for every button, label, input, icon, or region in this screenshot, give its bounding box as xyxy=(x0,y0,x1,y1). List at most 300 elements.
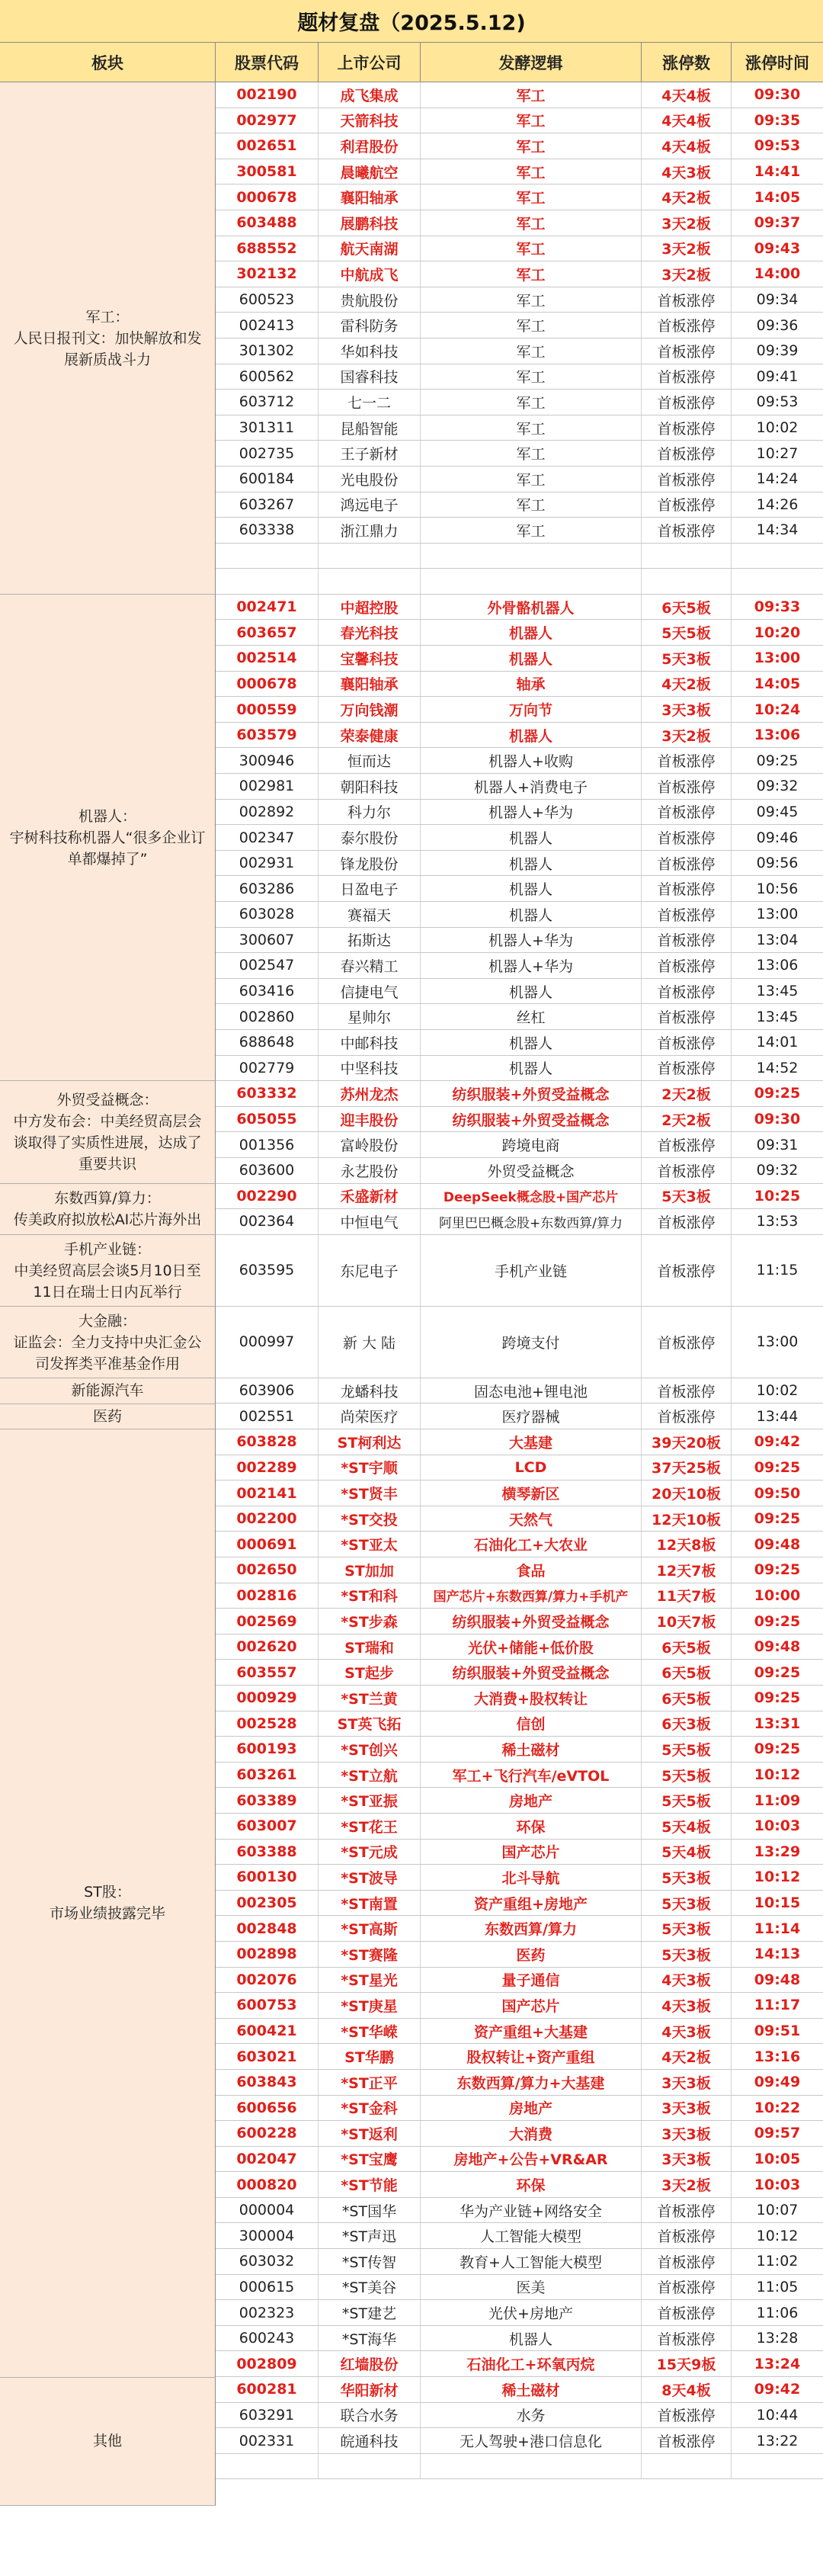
sector-cell xyxy=(0,1184,216,1235)
limit-time: 09:25 xyxy=(754,1612,801,1630)
limit-count: 首板涨停 xyxy=(642,287,732,313)
stock-code: 603657 xyxy=(216,620,319,645)
limit-time: 09:25 xyxy=(754,1085,801,1102)
stock-code: 603600 xyxy=(216,1158,319,1183)
logic-text: 水务 xyxy=(421,2403,642,2428)
limit-count: 6天5板 xyxy=(642,595,732,620)
limit-time: 10:44 xyxy=(756,2406,799,2424)
logic-text: 机器人+消费电子 xyxy=(421,774,642,799)
company-name: 航天南湖 xyxy=(319,236,421,261)
sector-name: ST股： xyxy=(84,1884,131,1901)
table-row xyxy=(216,1711,823,1737)
limit-time xyxy=(732,2454,823,2479)
table-row xyxy=(216,2249,823,2275)
limit-count: 首板涨停 xyxy=(642,774,732,799)
stock-code: 603032 xyxy=(216,2249,319,2274)
limit-count xyxy=(642,569,732,594)
company-name: *ST正平 xyxy=(319,2070,421,2095)
stock-code: 600281 xyxy=(216,2377,319,2402)
company-name: 中恒电气 xyxy=(319,1209,421,1234)
table-row xyxy=(216,1455,823,1481)
limit-count: 首板涨停 xyxy=(642,518,732,543)
limit-count: 4天2板 xyxy=(642,672,732,697)
company-name: 华阳新材 xyxy=(319,2377,421,2402)
table-row xyxy=(216,492,823,518)
company-name: 中邮科技 xyxy=(319,1030,421,1055)
table-row xyxy=(216,876,823,902)
stock-code: 002620 xyxy=(216,1634,319,1660)
stock-code: 000615 xyxy=(216,2275,319,2300)
table-row xyxy=(216,2198,823,2224)
limit-time: 13:06 xyxy=(756,957,799,974)
logic-text: 石油化工+大农业 xyxy=(421,1532,642,1557)
limit-time: 09:45 xyxy=(756,803,799,820)
limit-time: 09:25 xyxy=(756,752,799,769)
table-row xyxy=(216,1763,823,1788)
sector-reason: 宇树科技称机器人“很多企业订单都爆掉了” xyxy=(9,829,206,868)
limit-count: 3天3板 xyxy=(642,2096,732,2121)
table-row xyxy=(216,1788,823,1814)
stock-code: 603906 xyxy=(216,1378,319,1403)
company-name: 展鹏科技 xyxy=(319,210,421,236)
table-header xyxy=(0,43,823,82)
logic-text: 外骨骼机器人 xyxy=(421,595,642,620)
logic-text: 大消费 xyxy=(421,2121,642,2146)
sector-name: 外贸受益概念： xyxy=(56,1092,159,1109)
logic-text: DeepSeek概念股+国产芯片 xyxy=(421,1184,642,1209)
company-name: *ST高斯 xyxy=(319,1916,421,1941)
company-name: 荣泰健康 xyxy=(319,723,421,748)
company-name: 恒而达 xyxy=(319,748,421,773)
limit-count: 首板涨停 xyxy=(642,390,732,415)
limit-time: 13:16 xyxy=(754,2048,801,2065)
logic-text: 东数西算/算力+大基建 xyxy=(421,2070,642,2095)
logic-text: 房地产 xyxy=(421,2096,642,2121)
limit-time: 09:39 xyxy=(756,342,799,360)
table-row xyxy=(216,1891,823,1917)
limit-time: 09:42 xyxy=(754,1433,801,1451)
logic-text: 机器人 xyxy=(421,723,642,748)
limit-time: 11:17 xyxy=(754,1997,801,2014)
stock-code: 002076 xyxy=(216,1968,319,1993)
stock-code: 603388 xyxy=(216,1840,319,1865)
limit-count: 首板涨停 xyxy=(642,2249,732,2274)
sector-cell xyxy=(0,1081,216,1183)
table-row xyxy=(216,1609,823,1634)
stock-code: 000997 xyxy=(216,1307,319,1378)
stock-code: 002569 xyxy=(216,1609,319,1634)
sector-cell xyxy=(0,1235,216,1307)
table-row xyxy=(216,210,823,236)
stock-code: 002898 xyxy=(216,1942,319,1967)
logic-text: 轴承 xyxy=(421,672,642,697)
table-row xyxy=(216,82,823,108)
company-name: *ST兰黄 xyxy=(319,1686,421,1711)
limit-count: 首板涨停 xyxy=(642,492,732,518)
limit-count: 首板涨停 xyxy=(642,467,732,492)
stock-code: 600130 xyxy=(216,1865,319,1890)
page-title: 题材复盘（2025.5.12) xyxy=(0,0,823,43)
limit-count: 首板涨停 xyxy=(642,953,732,978)
company-name: 中坚科技 xyxy=(319,1056,421,1081)
sector-reason: 人民日报刊文：加快解放和发展新质战斗力 xyxy=(13,329,202,368)
sector-name: 其他 xyxy=(92,2433,122,2450)
logic-text: 机器人 xyxy=(421,1030,642,1055)
limit-count: 10天7板 xyxy=(642,1609,732,1634)
stock-code: 002290 xyxy=(216,1184,319,1209)
limit-count xyxy=(642,2454,732,2479)
limit-time: 13:45 xyxy=(756,1008,799,1025)
company-name: 东尼电子 xyxy=(319,1235,421,1306)
table-row xyxy=(216,1209,823,1235)
stock-code: 600562 xyxy=(216,364,319,390)
logic-text: 机器人+收购 xyxy=(421,748,642,773)
header-company: 上市公司 xyxy=(319,43,421,82)
company-name: 国睿科技 xyxy=(319,364,421,390)
stock-code: 002860 xyxy=(216,1004,319,1029)
limit-time: 09:43 xyxy=(754,239,801,257)
stock-code: 600228 xyxy=(216,2121,319,2146)
stock-code: 603291 xyxy=(216,2403,319,2428)
logic-text: 纺织服装+外贸受益概念 xyxy=(421,1081,642,1106)
logic-text: 国产芯片 xyxy=(421,1840,642,1865)
limit-time: 09:32 xyxy=(756,1162,799,1179)
stock-code: 600523 xyxy=(216,287,319,313)
stock-code: 002931 xyxy=(216,851,319,876)
stock-code: 000929 xyxy=(216,1686,319,1711)
limit-count: 5天3板 xyxy=(642,1891,732,1916)
limit-count: 首板涨停 xyxy=(642,2275,732,2300)
stock-code: 002892 xyxy=(216,800,319,825)
table-row xyxy=(216,928,823,954)
header-code: 股票代码 xyxy=(216,43,319,82)
company-name: 富岭股份 xyxy=(319,1132,421,1157)
stock-code xyxy=(216,569,319,594)
stock-code: 002651 xyxy=(216,133,319,159)
logic-text: 国产芯片 xyxy=(421,1993,642,2018)
limit-time xyxy=(732,569,823,594)
table-row xyxy=(216,953,823,979)
company-name: 赛福天 xyxy=(319,902,421,927)
stock-code: 002981 xyxy=(216,774,319,799)
limit-time: 09:25 xyxy=(754,1458,801,1476)
sector-name: 新能源汽车 xyxy=(71,1382,144,1400)
sector-name: 医药 xyxy=(92,1408,122,1426)
limit-time: 14:00 xyxy=(754,265,801,283)
limit-count: 首板涨停 xyxy=(642,1378,732,1403)
company-name: *ST和科 xyxy=(319,1583,421,1609)
table-row xyxy=(216,108,823,134)
company-name: *ST亚振 xyxy=(319,1788,421,1813)
table-body xyxy=(216,82,823,2479)
logic-text: 万向节 xyxy=(421,697,642,722)
limit-time: 13:22 xyxy=(756,2432,799,2449)
limit-count: 5天3板 xyxy=(642,1916,732,1941)
logic-text: 机器人 xyxy=(421,1056,642,1081)
table-row xyxy=(216,2275,823,2301)
company-name: *ST宇顺 xyxy=(319,1455,421,1480)
sector-cell xyxy=(0,1307,216,1378)
logic-text: 外贸受益概念 xyxy=(421,1158,642,1183)
sector-reason: 市场业绩披露完毕 xyxy=(49,1905,165,1923)
stock-code: 600243 xyxy=(216,2326,319,2351)
logic-text: 手机产业链 xyxy=(421,1235,642,1306)
limit-count: 4天2板 xyxy=(642,2044,732,2069)
stock-code: 002528 xyxy=(216,1711,319,1737)
company-name: *ST返利 xyxy=(319,2121,421,2146)
limit-count: 4天3板 xyxy=(642,1993,732,2018)
logic-text: 资产重组+房地产 xyxy=(421,1891,642,1916)
table-row xyxy=(216,261,823,287)
sector-reason: 中方发布会：中美经贸高层会谈取得了实质性进展，达成了重要共识 xyxy=(13,1113,202,1173)
company-name: 朝阳科技 xyxy=(319,774,421,799)
limit-count: 首板涨停 xyxy=(642,338,732,364)
logic-text: 大基建 xyxy=(421,1429,642,1455)
table-row xyxy=(216,1660,823,1686)
stock-code: 000559 xyxy=(216,697,319,722)
company-name: *ST传智 xyxy=(319,2249,421,2274)
table-row xyxy=(216,1506,823,1532)
stock-code: 002809 xyxy=(216,2351,319,2376)
stock-code: 002331 xyxy=(216,2428,319,2453)
stock-code: 688552 xyxy=(216,236,319,261)
limit-time: 09:48 xyxy=(754,1971,801,1988)
limit-time: 09:25 xyxy=(754,1663,801,1681)
logic-text: 机器人 xyxy=(421,902,642,927)
table-row xyxy=(216,1942,823,1968)
stock-code: 000004 xyxy=(216,2198,319,2223)
table-row xyxy=(216,2223,823,2249)
stock-code: 603579 xyxy=(216,723,319,748)
stock-code: 603338 xyxy=(216,518,319,543)
limit-count: 首板涨停 xyxy=(642,748,732,773)
limit-time: 13:31 xyxy=(754,1715,801,1732)
table-row xyxy=(216,1968,823,1994)
limit-time: 13:45 xyxy=(756,983,799,1000)
limit-count: 5天5板 xyxy=(642,1763,732,1788)
limit-count: 3天3板 xyxy=(642,2147,732,2172)
company-name: *ST南置 xyxy=(319,1891,421,1916)
company-name: *ST波导 xyxy=(319,1865,421,1890)
limit-count: 6天5板 xyxy=(642,1660,732,1685)
stock-code: 002650 xyxy=(216,1557,319,1583)
limit-count: 首板涨停 xyxy=(642,851,732,876)
logic-text xyxy=(421,544,642,569)
company-name: 襄阳轴承 xyxy=(319,672,421,697)
limit-count: 12天10板 xyxy=(642,1506,732,1532)
limit-count: 4天4板 xyxy=(642,82,732,107)
company-name: ST英飞拓 xyxy=(319,1711,421,1737)
limit-time: 14:01 xyxy=(756,1034,799,1051)
company-name: 襄阳轴承 xyxy=(319,184,421,210)
stock-code: 002413 xyxy=(216,313,319,338)
limit-time: 14:13 xyxy=(754,1946,801,1963)
limit-time: 13:53 xyxy=(756,1213,799,1230)
logic-text: 教育+人工智能大模型 xyxy=(421,2249,642,2274)
table-row xyxy=(216,1235,823,1307)
sector-name: 军工： xyxy=(85,308,130,326)
header-sector: 板块 xyxy=(0,43,216,82)
company-name: ST起步 xyxy=(319,1660,421,1685)
limit-count: 首板涨停 xyxy=(642,1056,732,1081)
logic-text: 国产芯片+东数西算/算力+手机产 xyxy=(421,1583,642,1609)
limit-time: 11:14 xyxy=(754,1920,801,1937)
limit-time: 09:48 xyxy=(754,1638,801,1656)
limit-time: 14:41 xyxy=(754,163,801,181)
table-row xyxy=(216,697,823,723)
header-logic: 发酵逻辑 xyxy=(421,43,642,82)
company-name: 日盈电子 xyxy=(319,876,421,901)
company-name: 星帅尔 xyxy=(319,1004,421,1029)
logic-text: 军工 xyxy=(421,364,642,390)
table-row xyxy=(216,2300,823,2326)
company-name: 光电股份 xyxy=(319,467,421,492)
table-row xyxy=(216,1480,823,1506)
company-name: 晨曦航空 xyxy=(319,159,421,184)
limit-count: 5天4板 xyxy=(642,1814,732,1839)
stock-code: 603488 xyxy=(216,210,319,236)
logic-text: 军工 xyxy=(421,390,642,415)
table-row xyxy=(216,2377,823,2403)
limit-count: 11天7板 xyxy=(642,1583,732,1609)
limit-count: 3天2板 xyxy=(642,2172,732,2197)
limit-count: 6天5板 xyxy=(642,1686,732,1711)
logic-text: 跨境电商 xyxy=(421,1132,642,1157)
table-row xyxy=(216,2044,823,2070)
company-name: *ST步森 xyxy=(319,1609,421,1634)
table-row xyxy=(216,2454,823,2480)
table-row xyxy=(216,1307,823,1378)
table-row xyxy=(216,441,823,467)
limit-time: 10:03 xyxy=(754,2176,801,2193)
table-row xyxy=(216,1993,823,2019)
stock-code: 603007 xyxy=(216,1814,319,1839)
stock-code: 002848 xyxy=(216,1916,319,1941)
company-name: *ST花王 xyxy=(319,1814,421,1839)
stock-code: 301311 xyxy=(216,415,319,441)
company-name: *ST节能 xyxy=(319,2172,421,2197)
table-row xyxy=(216,825,823,851)
limit-count: 首板涨停 xyxy=(642,1030,732,1055)
logic-text: 医药 xyxy=(421,1942,642,1967)
logic-text: 医疗器械 xyxy=(421,1403,642,1429)
logic-text: 北斗导航 xyxy=(421,1865,642,1890)
logic-text: 光伏+储能+低价股 xyxy=(421,1634,642,1660)
table-row xyxy=(216,569,823,595)
table-row xyxy=(216,1378,823,1404)
limit-time: 14:05 xyxy=(754,188,801,206)
limit-time: 09:30 xyxy=(754,86,801,104)
company-name: ST华鹏 xyxy=(319,2044,421,2069)
limit-count: 12天7板 xyxy=(642,1557,732,1583)
company-name: 贵航股份 xyxy=(319,287,421,313)
limit-count: 12天8板 xyxy=(642,1532,732,1557)
logic-text: 医美 xyxy=(421,2275,642,2300)
limit-time: 10:15 xyxy=(754,1894,801,1912)
stock-code: 605055 xyxy=(216,1107,319,1132)
limit-count: 6天5板 xyxy=(642,1634,732,1660)
logic-text: 军工 xyxy=(421,441,642,466)
logic-text xyxy=(421,2454,642,2479)
stock-code: 300004 xyxy=(216,2223,319,2248)
limit-count: 37天25板 xyxy=(642,1455,732,1480)
table-row xyxy=(216,672,823,698)
stock-code: 000678 xyxy=(216,672,319,697)
logic-text: 跨境支付 xyxy=(421,1307,642,1378)
limit-count: 首板涨停 xyxy=(642,1004,732,1029)
company-name: 锋龙股份 xyxy=(319,851,421,876)
table-row xyxy=(216,1532,823,1557)
logic-text: 机器人 xyxy=(421,646,642,671)
limit-count: 首板涨停 xyxy=(642,1132,732,1157)
logic-text: 无人驾驶+港口信息化 xyxy=(421,2428,642,2453)
stock-code: 301302 xyxy=(216,338,319,364)
limit-time: 13:29 xyxy=(754,1843,801,1860)
limit-time: 09:41 xyxy=(756,367,799,385)
limit-time: 10:56 xyxy=(756,880,799,897)
sector-cell xyxy=(0,595,216,1081)
logic-text: 人工智能大模型 xyxy=(421,2223,642,2248)
company-name: *ST金科 xyxy=(319,2096,421,2121)
limit-time: 10:07 xyxy=(756,2202,799,2219)
logic-text: 石油化工+环氧丙烷 xyxy=(421,2351,642,2376)
stock-code: 002347 xyxy=(216,825,319,850)
header-limit-count: 涨停数 xyxy=(642,43,732,82)
table-row xyxy=(216,1583,823,1609)
limit-time: 09:30 xyxy=(754,1111,801,1128)
logic-text: 阿里巴巴概念股+东数西算/算力 xyxy=(421,1209,642,1234)
logic-text: 机器人+华为 xyxy=(421,800,642,825)
table-row xyxy=(216,1158,823,1184)
limit-count: 4天3板 xyxy=(642,2019,732,2044)
logic-text: 横琴新区 xyxy=(421,1480,642,1506)
logic-text: 机器人 xyxy=(421,2326,642,2351)
stock-code: 002735 xyxy=(216,441,319,466)
company-name: 宝馨科技 xyxy=(319,646,421,671)
logic-text: 固态电池+锂电池 xyxy=(421,1378,642,1403)
company-name: *ST海华 xyxy=(319,2326,421,2351)
company-name: *ST交投 xyxy=(319,1506,421,1532)
table-row xyxy=(216,2403,823,2429)
sector-reason: 证监会：全力支持中央汇金公司发挥类平准基金作用 xyxy=(13,1333,202,1372)
logic-text: 纺织服装+外贸受益概念 xyxy=(421,1107,642,1132)
stock-code xyxy=(216,544,319,569)
logic-text: 军工 xyxy=(421,287,642,313)
stock-code: 002547 xyxy=(216,953,319,978)
company-name: *ST建艺 xyxy=(319,2300,421,2325)
limit-time: 09:51 xyxy=(754,2023,801,2040)
limit-time: 09:48 xyxy=(754,1535,801,1553)
limit-count: 4天4板 xyxy=(642,133,732,159)
limit-time: 13:04 xyxy=(756,931,799,948)
logic-text: 机器人 xyxy=(421,876,642,901)
table-row xyxy=(216,2351,823,2377)
logic-text: 军工 xyxy=(421,210,642,236)
company-name: 禾盛新材 xyxy=(319,1184,421,1209)
company-name: *ST亚太 xyxy=(319,1532,421,1557)
limit-time: 10:24 xyxy=(754,701,801,718)
limit-time: 10:05 xyxy=(754,2150,801,2167)
stock-code: 603843 xyxy=(216,2070,319,2095)
logic-text: 纺织服装+外贸受益概念 xyxy=(421,1609,642,1634)
table-row xyxy=(216,2172,823,2198)
stock-code: 600753 xyxy=(216,1993,319,2018)
company-name: 尚荣医疗 xyxy=(319,1403,421,1429)
logic-text: 光伏+房地产 xyxy=(421,2300,642,2325)
limit-count: 5天3板 xyxy=(642,1184,732,1209)
table-row xyxy=(216,338,823,364)
table-row xyxy=(216,415,823,441)
